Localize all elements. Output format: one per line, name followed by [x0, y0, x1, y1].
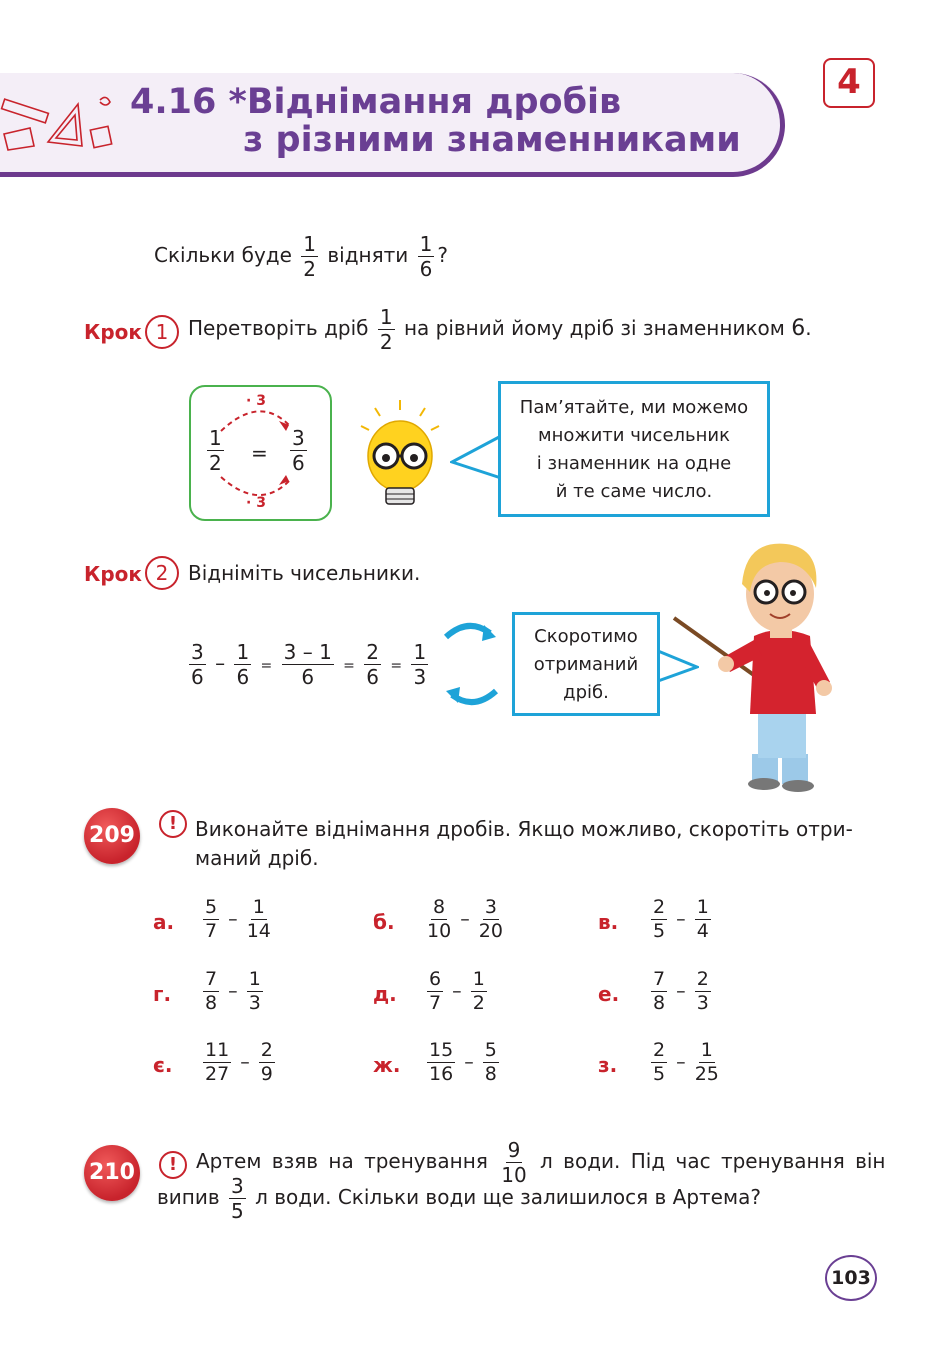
school-supplies-icon: [0, 90, 125, 160]
subtraction-equation: $\frac{3}{6}$ – $\frac{1}{6}$ = $\frac{3 - 1}{6}$ = $\frac{2}{6}$ = $\frac{1}{3}$: [191, 640, 427, 689]
task-209-line1: Виконайте віднімання дробів. Якщо можливо, скоротіть отри-: [195, 817, 853, 841]
step1-label: Крок: [84, 320, 142, 344]
exercise-expression: [648, 970, 714, 1013]
fraction: $\frac{7}{8}$: [653, 968, 666, 1014]
bottom-multiplier: · 3: [246, 495, 266, 511]
fraction: $\frac{2}{9}$: [260, 1039, 273, 1085]
exercise-expression: [424, 898, 506, 941]
exercise-label: е.: [598, 982, 620, 1006]
fraction: $\frac{5}{8}$: [484, 1039, 497, 1085]
fraction: $\frac{1}{3}$: [248, 968, 261, 1014]
exercise-expression: [424, 1041, 502, 1084]
task-209-line2: маний дріб.: [195, 846, 319, 870]
page-title-line1: 4.16 *Віднімання дробів: [130, 82, 622, 122]
fraction: $\frac{1}{2}$: [303, 232, 317, 281]
fraction: $\frac{2}{5}$: [653, 1039, 666, 1085]
step1-text: Перетворіть дріб $\frac{1}{2}$ на рівний йому дріб зі знаменником 6.: [188, 305, 812, 354]
intro-text-1: Скільки буде: [154, 243, 292, 267]
intro-text-2: відняти: [327, 243, 409, 267]
cycle-arrows-icon: [440, 615, 502, 713]
chapter-badge: 4: [823, 58, 875, 108]
important-icon: !: [159, 810, 187, 838]
minus-sign: –: [676, 980, 686, 1002]
exercise-label: з.: [598, 1053, 618, 1077]
equals-sign: =: [251, 441, 268, 465]
fraction: $\frac{2}{5}$: [653, 896, 666, 942]
speech-tail: [450, 430, 502, 490]
top-multiplier: · 3: [246, 393, 266, 409]
task-209-badge: 209: [84, 808, 140, 864]
fraction: $\frac{2}{3}$: [696, 968, 709, 1014]
page-title-line2: з різними знаменниками: [243, 120, 741, 160]
task-210-badge: 210: [84, 1145, 140, 1201]
fraction: $\frac{3}{20}$: [478, 896, 503, 942]
exercise-label: б.: [373, 910, 395, 934]
minus-sign: –: [452, 980, 462, 1002]
boy-with-pointer-illustration: [670, 532, 842, 794]
fraction: $\frac{7}{8}$: [205, 968, 218, 1014]
fraction: $\frac{15}{16}$: [429, 1039, 454, 1085]
exercise-expression: [200, 1041, 278, 1084]
task-210-line1: Артем взяв на тренування $\frac{9}{10}$ л води. Під час тренування він: [196, 1138, 886, 1187]
page-number: 103: [825, 1255, 877, 1301]
exercise-label: д.: [373, 982, 397, 1006]
fraction: $\frac{8}{10}$: [427, 896, 452, 942]
step2-text: Відніміть чисельники.: [188, 561, 421, 585]
minus-sign: –: [464, 1051, 474, 1073]
left-fraction: $\frac{1}{2}$: [209, 426, 222, 475]
hint-bubble: Пам’ятайте, ми можемо множити чисельник і знаменник на одне й те саме число.: [498, 381, 770, 517]
step2-label: Крок: [84, 562, 142, 586]
exercise-label: є.: [153, 1053, 173, 1077]
fraction: $\frac{1}{2}$: [379, 305, 393, 354]
reduce-bubble: Скоротимо отриманий дріб.: [512, 612, 660, 716]
task-210-line2: випив $\frac{3}{5}$ л води. Скільки води ще залишилося в Артема?: [157, 1174, 761, 1223]
intro-text-3: ?: [437, 243, 449, 267]
exercise-label: ж.: [373, 1053, 401, 1077]
exercise-expression: [200, 970, 266, 1013]
fraction: $\frac{1}{2}$: [472, 968, 485, 1014]
minus-sign: –: [676, 1051, 686, 1073]
minus-sign: –: [240, 1051, 250, 1073]
fraction: $\frac{1}{14}$: [246, 896, 271, 942]
fraction: $\frac{1}{6}$: [419, 232, 433, 281]
intro-question: [154, 234, 448, 279]
step1-number: 1: [145, 315, 179, 349]
exercise-expression: [200, 898, 274, 941]
minus-sign: –: [228, 908, 238, 930]
lightbulb-with-glasses-icon: [355, 398, 445, 510]
exercise-label: в.: [598, 910, 619, 934]
exercise-label: г.: [153, 982, 172, 1006]
exercise-label: а.: [153, 910, 175, 934]
exercise-expression: [424, 970, 490, 1013]
fraction: $\frac{11}{27}$: [205, 1039, 230, 1085]
fraction: $\frac{5}{7}$: [205, 896, 218, 942]
minus-sign: –: [228, 980, 238, 1002]
fraction: $\frac{1}{4}$: [696, 896, 709, 942]
fraction: $\frac{6}{7}$: [429, 968, 442, 1014]
minus-sign: –: [676, 908, 686, 930]
fraction: $\frac{1}{25}$: [694, 1039, 719, 1085]
exercise-expression: [648, 1041, 722, 1084]
step2-number: 2: [145, 556, 179, 590]
important-icon: !: [159, 1151, 187, 1179]
right-fraction: $\frac{3}{6}$: [292, 426, 305, 475]
minus-sign: –: [460, 908, 470, 930]
exercise-expression: [648, 898, 714, 941]
